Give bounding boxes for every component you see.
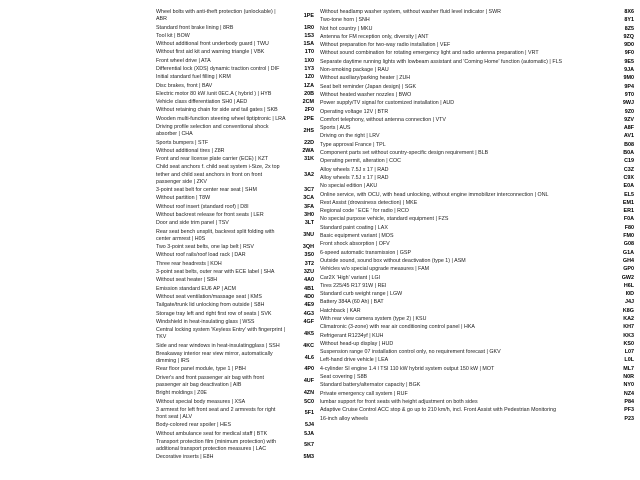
- option-code: 3H0: [304, 212, 314, 219]
- option-row: [320, 374, 634, 381]
- option-code: 2CM: [302, 99, 314, 106]
- option-code: 9Z0: [624, 108, 634, 115]
- option-description: Outside sound, sound box without deactivation (type 1) | ASM: [320, 257, 466, 264]
- option-code: J4J: [625, 299, 634, 306]
- option-description: Standard front brake lining | 8RB: [156, 24, 234, 31]
- option-description: Door and side trim panel | TSV: [156, 220, 229, 227]
- option-code: 4L6: [304, 354, 314, 361]
- option-description: Component parts set without country-specific design requirement | BLB: [320, 150, 489, 157]
- option-description: Standard curb weight range | LGW: [320, 291, 403, 298]
- option-code: 8X6: [624, 9, 634, 15]
- option-description: Vehicle class differentiation SH0 | AED: [156, 99, 248, 106]
- option-code: 9ZV: [624, 116, 634, 123]
- option-description: Rear floor panel module, type 1 | PBH: [156, 366, 246, 373]
- option-code: EM1: [622, 199, 634, 206]
- option-code: 5J4: [305, 422, 314, 429]
- option-row: [156, 140, 314, 147]
- option-row: [320, 175, 634, 182]
- option-description: Three rear headrests | KOH: [156, 260, 222, 267]
- option-code: 1ZA: [303, 82, 314, 89]
- option-description: Emission standard EU6 AP | ACM: [156, 285, 236, 292]
- option-row: [156, 83, 314, 90]
- option-description: Wooden multi-function steering wheel tiptiptronic | LRA: [156, 115, 286, 122]
- option-description: Basic equipment variant | MOS: [320, 233, 394, 240]
- option-row: [320, 125, 634, 132]
- option-row: [156, 9, 314, 23]
- option-code: 1X0: [304, 57, 314, 64]
- option-description: Electric motor 80 kW /unit 0EC.A ( hybrid ) | HYB: [156, 90, 272, 97]
- option-description: Separate daytime running lights with lowbeam assistant and 'Coming Home' function (automatic) | FLS: [320, 58, 563, 65]
- option-row: [156, 204, 314, 211]
- option-row: [156, 187, 314, 194]
- option-code: KH7: [623, 324, 634, 331]
- option-description: Without roof insert (standard roof) | D8I: [156, 203, 249, 210]
- option-row: [320, 407, 634, 414]
- option-row: [320, 241, 634, 248]
- option-description: Non-smoking package | RAU: [320, 67, 389, 74]
- option-row: [156, 302, 314, 309]
- option-description: Tires 225/45 R17 91W | REI: [320, 282, 387, 289]
- option-row: [156, 49, 314, 56]
- option-row: [156, 366, 314, 373]
- option-code: 1SA: [303, 41, 314, 48]
- option-row: [320, 117, 634, 124]
- option-code: 1T0: [304, 49, 314, 56]
- option-row: [320, 291, 634, 298]
- option-description: Child seat anchors f. child seat system i-Size, 2x top tether and child seat anchors in front on front passenger side | ZKV: [156, 164, 280, 185]
- option-row: [320, 9, 634, 16]
- option-description: Seat covering | S8B: [320, 374, 368, 381]
- option-row: [156, 422, 314, 429]
- option-row: [156, 252, 314, 259]
- option-row: [156, 319, 314, 326]
- option-description: Without backrest release for front seats | LER: [156, 212, 264, 219]
- option-description: Without heated washer nozzles | BWO: [320, 91, 412, 98]
- option-row: [320, 366, 634, 373]
- option-row: [320, 357, 634, 364]
- option-description: Adaptive Cruise Control ACC stop & go up to 210 km/h, incl. Front Assist with Pedestrian Monitoring: [320, 407, 557, 414]
- option-description: Power supply/TV signal for customized installation | AUD: [320, 100, 455, 107]
- option-row: [156, 343, 314, 350]
- option-description: Standard paint coating | LAX: [320, 224, 388, 231]
- option-description: Initial standard fuel filling | KRM: [156, 74, 231, 81]
- option-code: C3Z: [623, 166, 634, 173]
- option-row: [156, 41, 314, 48]
- option-row: [156, 327, 314, 341]
- option-row: [156, 25, 314, 32]
- option-description: Decorative inserts | E8H: [156, 454, 214, 461]
- option-description: Vehicles w/o special upgrade measures | FAM: [320, 266, 430, 273]
- option-code: ER1: [623, 208, 634, 215]
- option-row: [156, 286, 314, 293]
- option-code: 4ZN: [303, 390, 314, 397]
- option-description: No special purpose vehicle, standard equipment | FZS: [320, 216, 449, 223]
- option-row: [156, 229, 314, 243]
- option-code: 3A2: [304, 171, 314, 178]
- option-code: 1R0: [304, 24, 314, 31]
- option-row: [156, 261, 314, 268]
- option-code: H6L: [623, 282, 634, 289]
- option-row: [320, 59, 634, 66]
- option-row: [320, 341, 634, 348]
- option-code: 3NU: [303, 232, 314, 239]
- option-row: [320, 299, 634, 306]
- option-row: [156, 244, 314, 251]
- option-row: [320, 316, 634, 323]
- option-row: [156, 116, 314, 123]
- option-row: [320, 142, 634, 149]
- option-description: Battery 384A (60 Ah) | BAT: [320, 299, 384, 306]
- option-row: [156, 164, 314, 186]
- option-code: F80: [624, 224, 634, 231]
- option-row: [320, 391, 634, 398]
- option-row: [320, 233, 634, 240]
- option-description: Without sound combination for rotating emergency light and radio antenna preparation | VRT: [320, 50, 539, 57]
- option-code: I0D: [625, 291, 634, 298]
- option-code: 31K: [304, 156, 314, 163]
- option-row: [320, 382, 634, 389]
- option-row: [156, 431, 314, 438]
- option-code: GW2: [621, 274, 634, 281]
- option-code: 9D0: [624, 42, 634, 49]
- option-row: [320, 399, 634, 406]
- option-description: Without seat heater | S8H: [156, 277, 218, 284]
- option-description: Windshield in heat-insulating glass | WSS: [156, 318, 255, 325]
- option-code: 9M0: [623, 75, 634, 82]
- columns-container: [0, 9, 640, 463]
- option-row: [320, 216, 634, 223]
- option-description: Without additional tires | Z8R: [156, 147, 225, 154]
- option-row: [156, 407, 314, 421]
- option-description: Standard battery/alternator capacity | BGK: [320, 382, 421, 389]
- option-code: 3ZU: [303, 269, 314, 276]
- option-description: Differential lock (XDS) dynamic traction control | DIF: [156, 65, 280, 72]
- option-description: Bright moldings | Z0E: [156, 390, 207, 397]
- option-code: L07: [624, 349, 634, 356]
- option-row: [320, 349, 634, 356]
- option-row: [156, 399, 314, 406]
- option-description: 4-cylinder SI engine 1.4 l TSI 110 kW hybrid system output 150 kW | MOT: [320, 365, 495, 372]
- option-row: [320, 92, 634, 99]
- option-code: 4B1: [304, 285, 314, 292]
- option-row: [320, 133, 634, 140]
- option-description: Car2X 'High' variant | LGI: [320, 274, 381, 281]
- option-code: AV1: [623, 133, 634, 140]
- option-row: [320, 208, 634, 215]
- option-code: 3QH: [302, 244, 314, 251]
- option-row: [320, 200, 634, 207]
- option-code: 3FA: [304, 203, 314, 210]
- option-description: Type approval France | TPL: [320, 141, 386, 148]
- option-description: Driving on the right | LRV: [320, 133, 380, 140]
- option-description: Without roof rails/roof load rack | DAR: [156, 252, 246, 259]
- option-code: 1PE: [303, 12, 314, 19]
- option-code: KA2: [623, 315, 634, 322]
- option-code: C19: [624, 158, 634, 165]
- option-code: 4KC: [303, 342, 314, 349]
- option-code: 4G3: [303, 310, 314, 317]
- option-description: Alloy wheels 7.5J x 17 | RAD: [320, 174, 389, 181]
- option-description: Not hot country | MKU: [320, 25, 373, 32]
- option-description: Sports | AUS: [320, 125, 351, 132]
- option-description: Front shock absorption | OFV: [320, 241, 390, 248]
- option-description: Disc brakes, front | BAV: [156, 82, 213, 89]
- option-code: 5F1: [304, 410, 314, 417]
- option-code: 22D: [304, 139, 314, 146]
- option-code: KS0: [623, 340, 634, 347]
- option-code: FM0: [623, 233, 634, 240]
- option-row: [320, 150, 634, 157]
- option-code: EL5: [624, 191, 634, 198]
- option-description: Climatronic (3-zone) with rear air conditioning control panel | HKA: [320, 324, 475, 331]
- option-code: 9WJ: [622, 100, 634, 107]
- option-code: NZ4: [623, 390, 634, 397]
- option-description: Tailgate/trunk lid unlocking from outside | S8H: [156, 302, 265, 309]
- option-code: 8Y1: [624, 17, 634, 24]
- option-description: Driver's and front passenger air bag with front passenger air bag deactivation | AIB: [156, 374, 264, 388]
- option-row: [320, 183, 634, 190]
- option-code: 5JA: [304, 430, 314, 437]
- option-description: Driving profile selection and conventional shock absorber | CHA: [156, 124, 269, 138]
- option-description: Comfort telephony, without antenna connection | VTV: [320, 116, 446, 123]
- option-code: 9JA: [624, 67, 634, 74]
- option-row: [156, 148, 314, 155]
- option-description: Without first aid kit and warning triangle | VBK: [156, 49, 265, 56]
- option-row: [156, 375, 314, 389]
- option-description: Antenna for FM reception only, diversity | ANT: [320, 33, 429, 40]
- option-row: [156, 74, 314, 81]
- option-code: N0R: [623, 374, 634, 381]
- option-code: 4K5: [304, 330, 314, 337]
- option-code: P23: [624, 415, 634, 422]
- option-row: [156, 220, 314, 227]
- option-row: [320, 250, 634, 257]
- option-description: 16-inch alloy wheels: [320, 415, 369, 422]
- option-description: Transport protection film (minimum protection) with additional transport protection measures | LAC: [156, 438, 277, 453]
- option-description: Front and rear license plate carrier (ECE) | KZT: [156, 156, 269, 163]
- option-row: [156, 390, 314, 397]
- option-row: [156, 439, 314, 453]
- option-description: Front wheel drive | ATA: [156, 57, 211, 64]
- option-description: Sports bumpers | STF: [156, 139, 209, 146]
- option-code: 5C0: [304, 398, 314, 405]
- option-row: [320, 416, 634, 423]
- option-code: 2HS: [303, 127, 314, 134]
- option-row: [156, 33, 314, 40]
- option-description: Online service, with OCU, with head unlocking, without engine immobilizer interconnection | ONL: [320, 191, 549, 198]
- option-description: Left-hand drive vehicle | LEA: [320, 357, 389, 364]
- option-row: [156, 195, 314, 202]
- option-row: [320, 225, 634, 232]
- option-description: With rear view camera system (type 2) | KSU: [320, 315, 427, 322]
- option-row: [320, 258, 634, 265]
- option-code: GH4: [622, 257, 634, 264]
- option-description: Rear seat bench unsplit, backrest split folding with center armrest | H0S: [156, 228, 275, 242]
- option-code: 3S0: [304, 252, 314, 259]
- option-code: 4GF: [303, 318, 314, 325]
- option-code: 3C7: [304, 187, 314, 194]
- option-row: [156, 124, 314, 138]
- option-code: 3LT: [304, 220, 314, 227]
- option-description: Alloy wheels 7.5J x 17 | RAD: [320, 166, 389, 173]
- option-row: [320, 109, 634, 116]
- option-row: [320, 50, 634, 57]
- option-description: Central locking system 'Keyless Entry' with fingerprint | TKV: [156, 327, 286, 341]
- option-code: A8F: [623, 125, 634, 132]
- option-description: Operating voltage 12V | BTR: [320, 108, 389, 115]
- option-description: Without auxiliary/parking heater | ZUH: [320, 75, 411, 82]
- option-code: F0A: [623, 216, 634, 223]
- option-code: KK3: [623, 332, 634, 339]
- option-code: K8G: [622, 307, 634, 314]
- option-description: Refrigerant R1234yf | KUH: [320, 332, 384, 339]
- option-code: 2F0: [304, 107, 314, 114]
- option-row: [320, 192, 634, 199]
- option-code: 8Z5: [624, 25, 634, 32]
- option-row: [320, 158, 634, 165]
- option-description: Private emergency call system | RUF: [320, 390, 408, 397]
- option-row: [156, 269, 314, 276]
- option-description: Operating permit, alteration | COC: [320, 158, 401, 165]
- option-description: Regional code ' ECE ' for radio | RCO: [320, 208, 409, 215]
- option-code: 9ZQ: [623, 33, 634, 40]
- option-code: P84: [624, 398, 634, 405]
- option-description: Without special body measures | XSA: [156, 398, 246, 405]
- option-code: L0L: [624, 357, 634, 364]
- option-code: 4P0: [304, 366, 314, 373]
- option-row: [156, 311, 314, 318]
- option-code: 4E9: [304, 302, 314, 309]
- option-row: [156, 277, 314, 284]
- option-code: C9X: [623, 174, 634, 181]
- option-row: [320, 67, 634, 74]
- option-description: Without head-up display | HUD: [320, 340, 394, 347]
- option-row: [320, 283, 634, 290]
- left-column: [0, 9, 320, 463]
- option-description: Storage tray left and right first row of seats | SVK: [156, 310, 272, 317]
- option-row: [320, 308, 634, 315]
- option-row: [320, 34, 634, 41]
- option-code: ML7: [623, 365, 634, 372]
- option-description: Seat belt reminder (Japan design) | SGK: [320, 83, 417, 90]
- right-column: [320, 9, 640, 424]
- option-code: 1S3: [304, 32, 314, 39]
- option-row: [320, 167, 634, 174]
- option-code: 3CA: [303, 195, 314, 202]
- option-row: [156, 58, 314, 65]
- option-code: 9T0: [624, 91, 634, 98]
- option-row: [156, 454, 314, 461]
- option-description: No special edition | AKU: [320, 183, 378, 190]
- option-code: G1A: [622, 249, 634, 256]
- option-description: Without headlamp washer system, without washer fluid level indicator | SWR: [320, 9, 501, 15]
- option-description: Wheel bolts with anti-theft protection (unlockable) | ABR: [156, 9, 276, 23]
- option-row: [156, 99, 314, 106]
- option-description: 3 armrest for left front seat and 2 armrests for right front seat | ALV: [156, 406, 276, 420]
- option-code: E0A: [623, 183, 634, 190]
- option-code: B0A: [623, 150, 634, 157]
- option-code: B08: [624, 141, 634, 148]
- option-row: [320, 75, 634, 82]
- option-row: [320, 100, 634, 107]
- option-row: [156, 156, 314, 163]
- option-row: [320, 324, 634, 331]
- option-description: Without partition | T8W: [156, 195, 211, 202]
- option-description: 3-point seat belts, outer rear with ECE label | SHA: [156, 269, 275, 276]
- option-description: Tool kit | BOW: [156, 32, 190, 39]
- option-code: 5K7: [304, 442, 314, 449]
- option-description: 6-speed automatic transmission | GSP: [320, 249, 412, 256]
- option-code: PF3: [624, 407, 634, 414]
- option-code: 9F0: [624, 50, 634, 57]
- option-row: [156, 351, 314, 365]
- option-code: 9P4: [624, 83, 634, 90]
- option-code: 4UF: [303, 378, 314, 385]
- option-code: GP0: [623, 266, 634, 273]
- option-code: 2PE: [303, 115, 314, 122]
- option-code: NY0: [623, 382, 634, 389]
- option-code: 5M3: [303, 454, 314, 461]
- option-code: 3T2: [304, 260, 314, 267]
- option-description: Without seat ventilation/massage seat | KMS: [156, 293, 262, 300]
- option-code: 2WA: [302, 147, 314, 154]
- option-description: Breakaway interior rear view mirror, automatically dimming | IRS: [156, 350, 273, 365]
- option-description: 3-point seat belt for center rear seat | SHM: [156, 187, 257, 194]
- option-description: Without retaining chain for side and tail gates | SKB: [156, 107, 278, 114]
- option-description: Suspension range 07 installation control only, no requirement forecast | GKV: [320, 349, 501, 356]
- option-row: [156, 91, 314, 98]
- option-description: Two 3-point seat belts, one lap belt | RSV: [156, 244, 254, 251]
- option-row: [156, 107, 314, 114]
- option-description: Two-tone horn | SNH: [320, 17, 370, 24]
- option-description: Hatchback | KAR: [320, 307, 361, 314]
- option-code: 20B: [304, 90, 314, 97]
- option-description: Without ambulance seat for medical staff | BTK: [156, 430, 268, 437]
- option-code: 4A0: [304, 277, 314, 284]
- option-row: [320, 26, 634, 33]
- option-code: 1Y3: [304, 65, 314, 72]
- option-row: [320, 333, 634, 340]
- option-code: 1Z0: [304, 74, 314, 81]
- option-row: [156, 66, 314, 73]
- option-code: G08: [623, 241, 634, 248]
- option-row: [320, 275, 634, 282]
- option-code: 4D0: [304, 293, 314, 300]
- option-description: Without preparation for two-way radio installation | VEF: [320, 42, 451, 49]
- option-row: [320, 84, 634, 91]
- option-row: [320, 42, 634, 49]
- option-description: Rest Assist (drowsiness detection) | MKE: [320, 199, 418, 206]
- option-description: Side and rear windows in heat-insulatingglass | SSH: [156, 342, 280, 349]
- option-row: [320, 266, 634, 273]
- option-row: [320, 17, 634, 24]
- option-row: [156, 212, 314, 219]
- option-description: Body-colored rear spoiler | HES: [156, 422, 232, 429]
- option-code: 9E5: [624, 58, 634, 65]
- option-description: Without additional front underbody guard | TWU: [156, 41, 269, 48]
- option-row: [156, 294, 314, 301]
- option-description: lumbar support for front seats with height adjustment on both sides: [320, 398, 478, 405]
